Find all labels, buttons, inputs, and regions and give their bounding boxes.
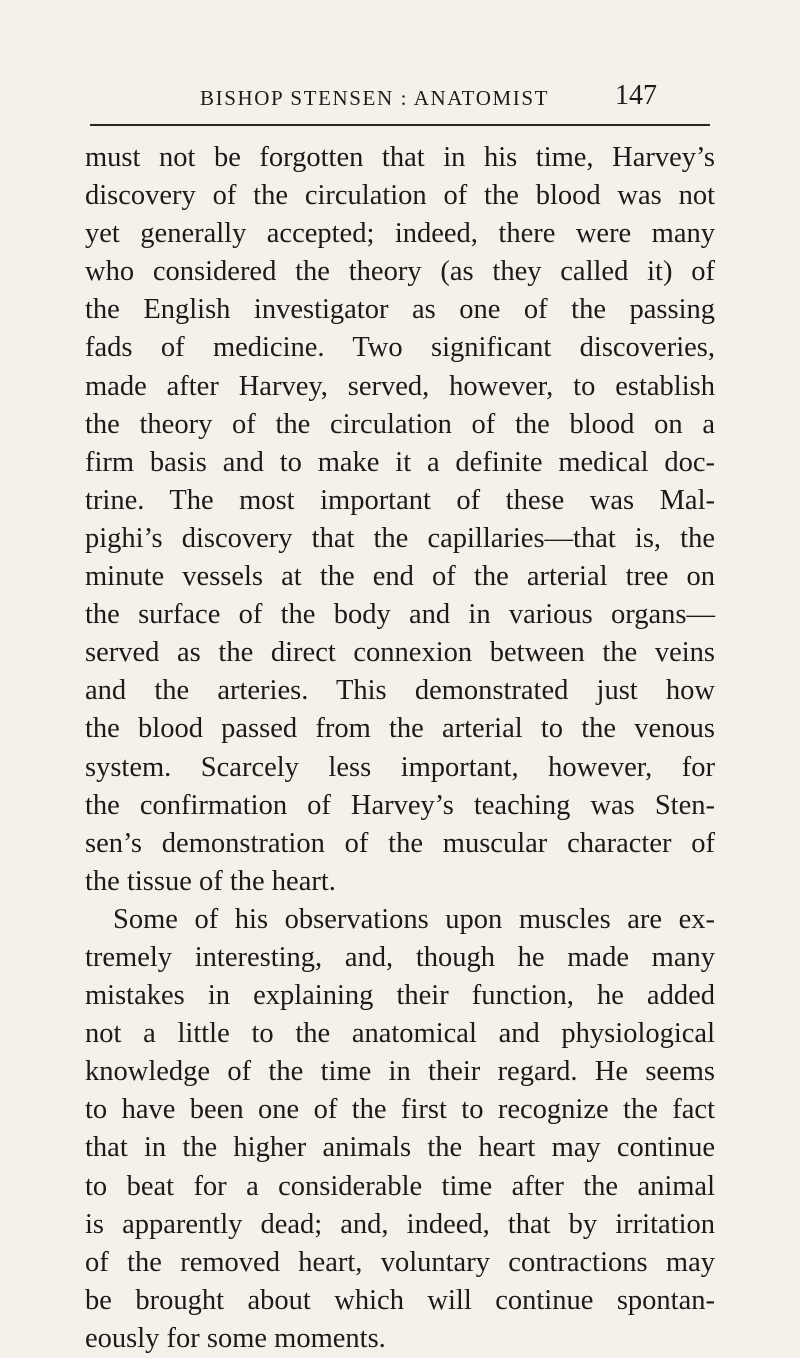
body-text — [85, 139, 715, 1358]
text-line: that in the higher animals the heart may continue — [85, 1132, 715, 1164]
text-line: system. Scarcely less important, however, for — [85, 751, 715, 783]
text-line: trine. The most important of these was Mal- — [85, 484, 715, 516]
text-line: the blood passed from the arterial to the venous — [85, 713, 715, 745]
text-line: of the removed heart, voluntary contractions may — [85, 1246, 715, 1278]
paragraph-end-line: the tissue of the heart. — [85, 865, 336, 897]
text-line: tremely interesting, and, though he made many — [85, 941, 715, 973]
text-line: sen’s demonstration of the muscular character of — [85, 827, 715, 859]
page-number: 147 — [615, 80, 657, 111]
text-line: firm basis and to make it a definite medical doc- — [85, 446, 715, 478]
text-line: and the arteries. This demonstrated just how — [85, 675, 715, 707]
text-line: yet generally accepted; indeed, there were many — [85, 218, 715, 250]
text-line: to have been one of the first to recognize the fact — [85, 1094, 715, 1126]
text-line: who considered the theory (as they called it) of — [85, 256, 715, 288]
text-line: not a little to the anatomical and physiological — [85, 1018, 715, 1050]
text-line: fads of medicine. Two significant discoveries, — [85, 332, 715, 364]
text-line: made after Harvey, served, however, to establish — [85, 370, 715, 402]
text-line: minute vessels at the end of the arterial tree on — [85, 561, 715, 593]
text-line: the theory of the circulation of the blood on a — [85, 408, 715, 440]
header-rule — [90, 124, 710, 126]
text-line: discovery of the circulation of the blood was not — [85, 180, 715, 212]
text-line: is apparently dead; and, indeed, that by irritation — [85, 1208, 715, 1240]
text-line: knowledge of the time in their regard. He seems — [85, 1056, 715, 1088]
text-line: served as the direct connexion between the veins — [85, 637, 715, 669]
text-line: the English investigator as one of the passing — [85, 294, 715, 326]
text-line: the surface of the body and in various organs— — [85, 599, 715, 631]
text-line: mistakes in explaining their function, he added — [85, 980, 715, 1012]
text-line: the confirmation of Harvey’s teaching was Sten- — [85, 789, 715, 821]
text-line: pighi’s discovery that the capillaries—that is, the — [85, 522, 715, 554]
paragraph-first-line: Some of his observations upon muscles are ex- — [113, 903, 715, 935]
running-head-title: BISHOP STENSEN : ANATOMIST — [200, 86, 550, 110]
text-line: to beat for a considerable time after the animal — [85, 1170, 715, 1202]
running-head — [0, 80, 800, 116]
text-line: be brought about which will continue spontan- — [85, 1284, 715, 1316]
paragraph-end-line: eously for some moments. — [85, 1322, 386, 1354]
text-line: must not be forgotten that in his time, Harvey’s — [85, 142, 715, 173]
